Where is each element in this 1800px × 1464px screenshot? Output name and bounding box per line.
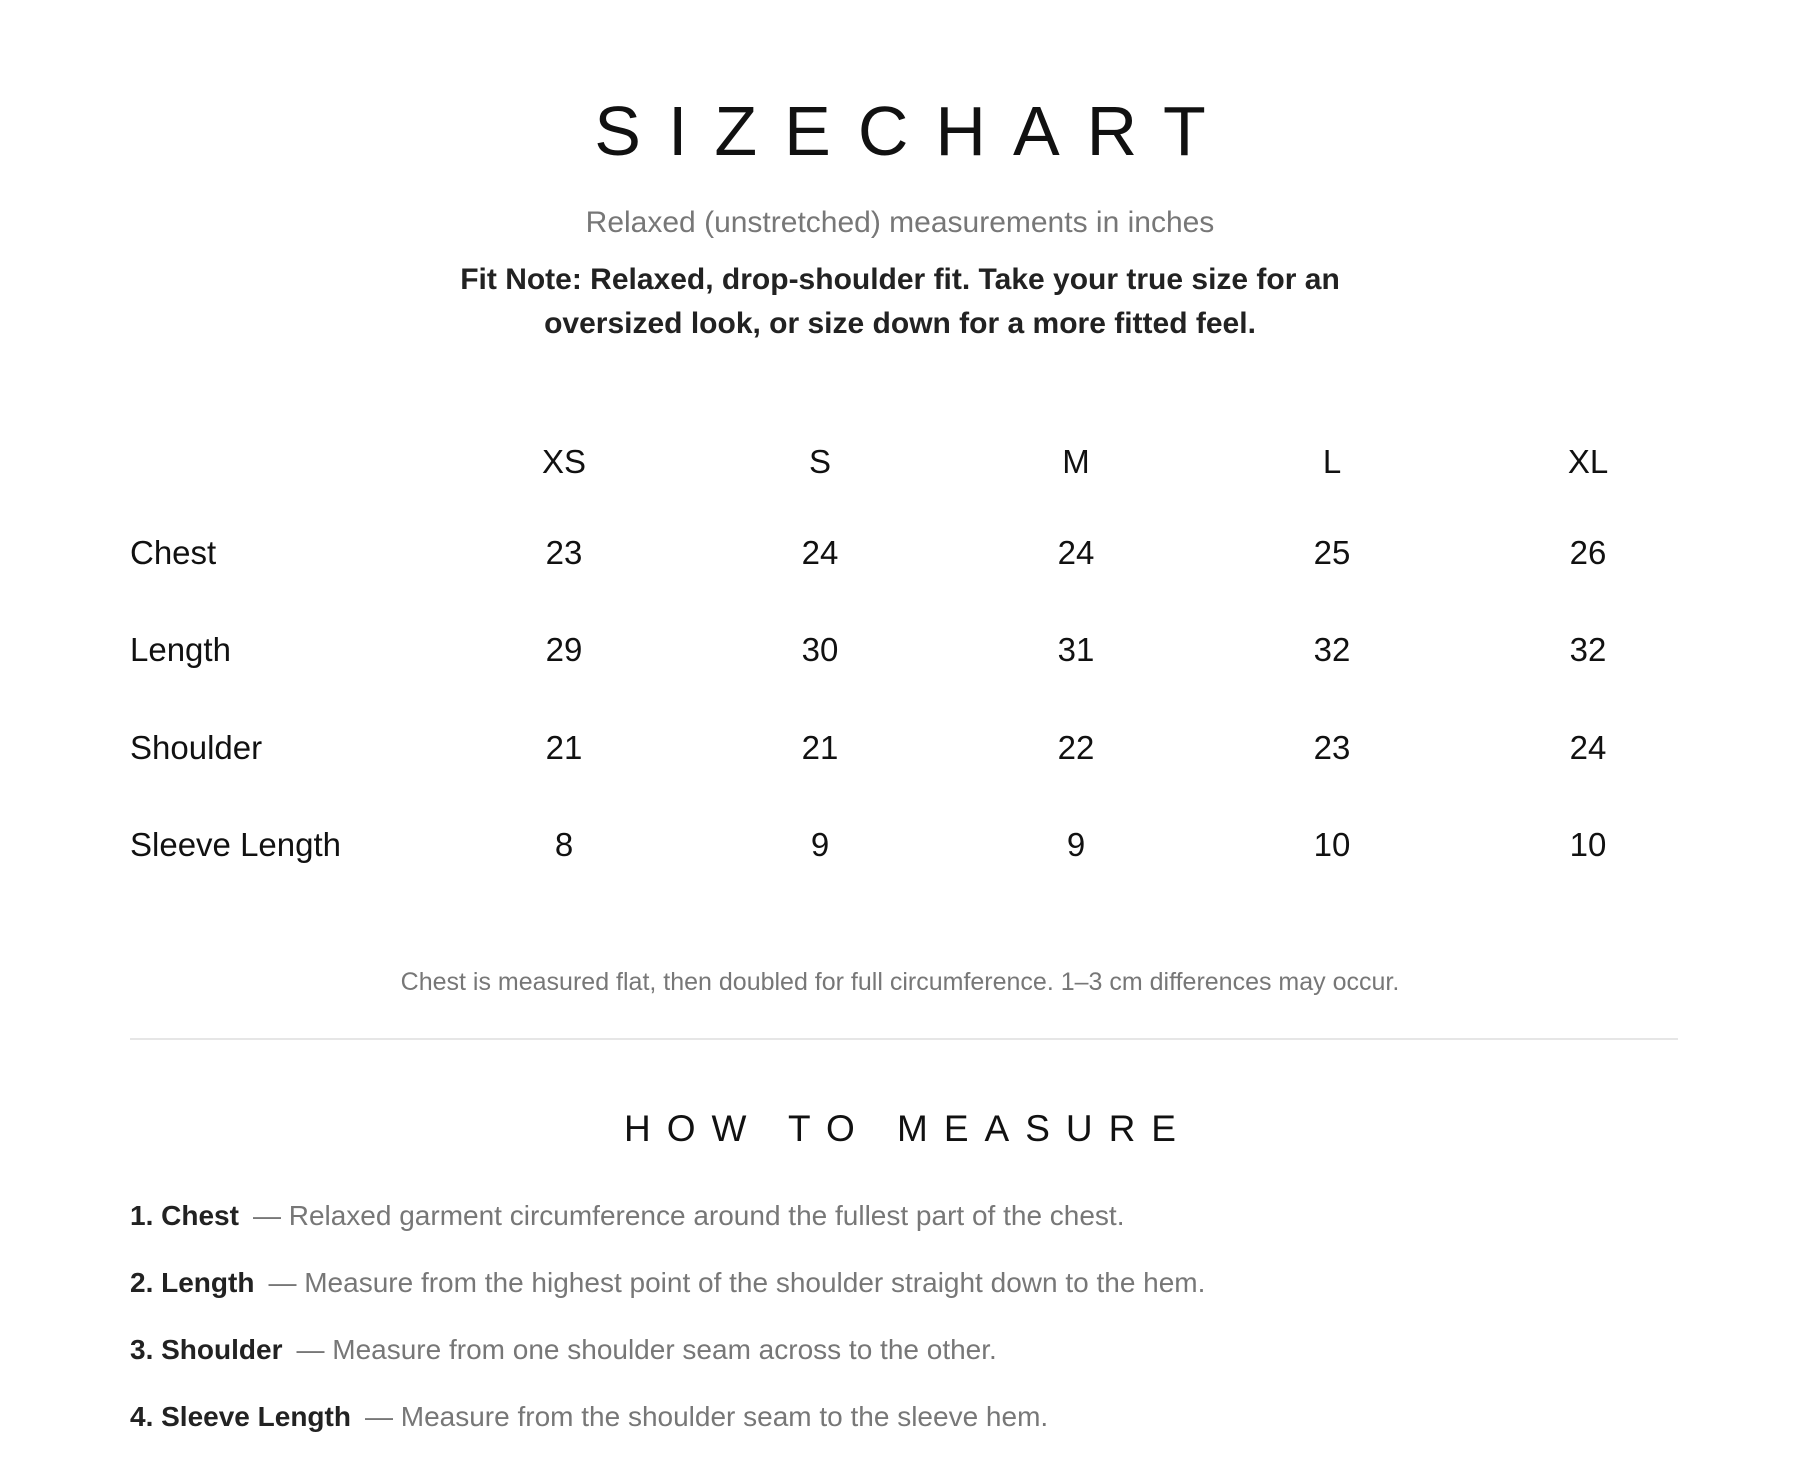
table-cell: 10 <box>1569 826 1607 864</box>
table-cell: 9 <box>1066 826 1086 864</box>
table-cell: 25 <box>1313 533 1351 571</box>
table-row-shoulder <box>130 699 1716 797</box>
size-header-xl: XL <box>1567 443 1609 480</box>
table-cell: 24 <box>1057 533 1095 571</box>
table-cell: 29 <box>545 631 583 669</box>
measure-description: — Relaxed garment circumference around the fullest part of the chest. <box>252 1200 1125 1231</box>
table-cell: 24 <box>801 533 839 571</box>
section-divider <box>130 1038 1678 1040</box>
table-cell: 26 <box>1569 533 1607 571</box>
measure-name: 1. Chest <box>130 1200 239 1231</box>
table-cell: 8 <box>554 826 574 864</box>
fit-note: Fit Note: Relaxed, drop-shoulder fit. Take your true size for an oversized look, or size down for a more fitted feel. <box>460 263 1340 340</box>
row-label: Length <box>130 631 231 669</box>
list-item <box>130 1397 1670 1464</box>
how-to-measure-title: HOW TO MEASURE <box>623 1108 1192 1149</box>
measure-description: — Measure from the highest point of the shoulder straight down to the hem. <box>268 1267 1206 1298</box>
measure-name: 3. Shoulder <box>130 1334 283 1365</box>
measure-description: — Measure from one shoulder seam across to the other. <box>296 1334 997 1365</box>
row-label: Chest <box>130 533 217 571</box>
list-item <box>130 1330 1670 1397</box>
measure-name: 4. Sleeve Length <box>130 1401 351 1432</box>
table-cell: 31 <box>1057 631 1095 669</box>
size-header-row <box>130 420 1716 504</box>
table-cell: 23 <box>545 533 583 571</box>
list-item <box>130 1196 1670 1263</box>
size-header-s: S <box>808 443 831 480</box>
table-cell: 22 <box>1057 728 1095 766</box>
table-cell: 21 <box>801 728 839 766</box>
table-cell: 32 <box>1569 631 1607 669</box>
size-header-m: M <box>1062 443 1090 480</box>
table-cell: 24 <box>1569 728 1607 766</box>
table-row-sleeve-length <box>130 797 1716 895</box>
row-label: Sleeve Length <box>130 826 342 864</box>
size-header-xs: XS <box>541 443 587 480</box>
measurement-subtitle: Relaxed (unstretched) measurements in inches <box>585 206 1215 239</box>
table-cell: 30 <box>801 631 839 669</box>
table-row-length <box>130 602 1716 700</box>
measure-name: 2. Length <box>130 1267 255 1298</box>
row-label: Shoulder <box>130 728 263 766</box>
table-cell: 32 <box>1313 631 1351 669</box>
table-row-chest <box>130 504 1716 602</box>
how-to-measure-list <box>130 1196 1670 1464</box>
page-title: SIZECHART <box>594 92 1233 170</box>
table-cell: 21 <box>545 728 583 766</box>
list-item <box>130 1263 1670 1330</box>
size-header-l: L <box>1322 443 1342 480</box>
table-cell: 10 <box>1313 826 1351 864</box>
header-spacer <box>130 420 436 504</box>
measurement-footnote: Chest is measured flat, then doubled for full circumference. 1–3 cm differences may occur. <box>400 968 1400 996</box>
size-table <box>130 420 1716 894</box>
measure-description: — Measure from the shoulder seam to the sleeve hem. <box>364 1401 1049 1432</box>
table-cell: 23 <box>1313 728 1351 766</box>
table-cell: 9 <box>810 826 830 864</box>
